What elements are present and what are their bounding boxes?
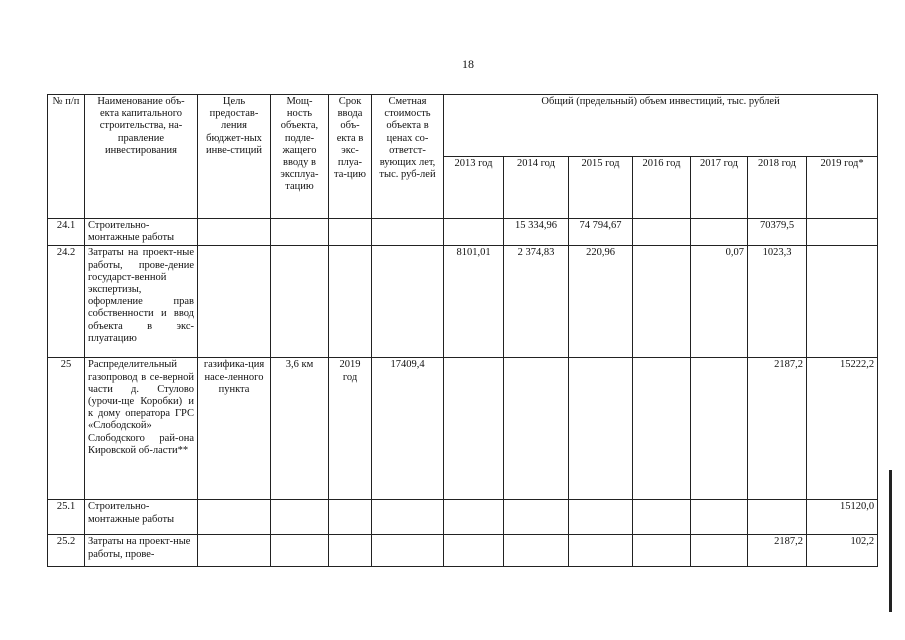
row-term: [329, 246, 372, 358]
row-y2013: 8101,01: [444, 246, 504, 358]
row-y2017: [691, 219, 748, 246]
header-year-2016: 2016 год: [633, 157, 691, 219]
row-y2016: [633, 500, 691, 535]
row-estimate: [372, 535, 444, 567]
row-y2019: 102,2: [807, 535, 878, 567]
row-num: 24.1: [48, 219, 85, 246]
row-term: [329, 535, 372, 567]
row-y2015: [569, 358, 633, 500]
row-y2017: [691, 358, 748, 500]
row-purpose: [198, 535, 271, 567]
row-term: [329, 219, 372, 246]
page-number: 18: [462, 57, 474, 71]
table-row: [48, 219, 878, 246]
row-y2018: 2187,2: [748, 535, 807, 567]
header-year-2019: 2019 год*: [807, 157, 878, 219]
row-num: 25: [48, 358, 85, 500]
row-purpose: [198, 500, 271, 535]
header-year-2017: 2017 год: [691, 157, 748, 219]
row-num: 25.2: [48, 535, 85, 567]
header-num: № п/п: [48, 95, 85, 219]
row-y2014: [504, 500, 569, 535]
row-num: 24.2: [48, 246, 85, 358]
row-y2014: 15 334,96: [504, 219, 569, 246]
header-capacity: Мощ-ность объекта, подле-жащего вводу в эксплуа-тацию: [271, 95, 329, 219]
row-y2019: 15120,0: [807, 500, 878, 535]
row-y2018: 1023,3: [748, 246, 807, 358]
header-name: Наименование объ-екта капитального строительства, на-правление инвестирования: [85, 95, 198, 219]
table-row: [48, 358, 878, 500]
header-purpose: Цель предостав-ления бюджет-ных инве-стиций: [198, 95, 271, 219]
row-purpose: газифика-ция насе-ленного пункта: [198, 358, 271, 500]
row-y2016: [633, 535, 691, 567]
row-name: Затраты на проект-ные работы, прове-: [85, 535, 198, 567]
row-y2013: [444, 219, 504, 246]
row-y2013: [444, 535, 504, 567]
row-term: 2019 год: [329, 358, 372, 500]
row-y2014: [504, 535, 569, 567]
investment-table: [47, 94, 878, 567]
row-num: 25.1: [48, 500, 85, 535]
row-y2019: [807, 219, 878, 246]
row-y2013: [444, 358, 504, 500]
row-purpose: [198, 246, 271, 358]
row-y2014: 2 374,83: [504, 246, 569, 358]
row-y2016: [633, 219, 691, 246]
row-capacity: [271, 500, 329, 535]
row-y2013: [444, 500, 504, 535]
row-estimate: 17409,4: [372, 358, 444, 500]
row-capacity: 3,6 км: [271, 358, 329, 500]
header-year-2015: 2015 год: [569, 157, 633, 219]
row-name: Затраты на проект-ные работы, прове-дение государст-венной экспертизы, оформление прав собственности и ввод объекта в экс-плуатацию: [85, 246, 198, 358]
row-y2019: 15222,2: [807, 358, 878, 500]
row-name: Распределительный газопровод в се-верной части д. Стулово (урочи-ще Коробки) и к дому оператора ГРС «Слободской» Слободского рай-она Кировской об-ласти**: [85, 358, 198, 500]
row-y2018: 70379,5: [748, 219, 807, 246]
row-name: Строительно-монтажные работы: [85, 500, 198, 535]
row-term: [329, 500, 372, 535]
row-capacity: [271, 535, 329, 567]
row-y2017: [691, 535, 748, 567]
row-y2017: [691, 500, 748, 535]
row-purpose: [198, 219, 271, 246]
row-y2015: 220,96: [569, 246, 633, 358]
table-row: [48, 246, 878, 358]
row-y2015: [569, 535, 633, 567]
row-y2014: [504, 358, 569, 500]
header-total-investment: Общий (предельный) объем инвестиций, тыс. рублей: [444, 95, 878, 157]
row-capacity: [271, 246, 329, 358]
row-y2018: 2187,2: [748, 358, 807, 500]
header-estimate: Сметная стоимость объекта в ценах со-ответст-вующих лет, тыс. руб-лей: [372, 95, 444, 219]
header-year-2013: 2013 год: [444, 157, 504, 219]
row-y2019: [807, 246, 878, 358]
header-year-2014: 2014 год: [504, 157, 569, 219]
table-row: [48, 535, 878, 567]
row-y2017: 0,07: [691, 246, 748, 358]
row-y2018: [748, 500, 807, 535]
row-capacity: [271, 219, 329, 246]
row-estimate: [372, 246, 444, 358]
row-estimate: [372, 219, 444, 246]
header-year-2018: 2018 год: [748, 157, 807, 219]
row-y2016: [633, 246, 691, 358]
header-term: Срок ввода объ-екта в экс-плуа-та-цию: [329, 95, 372, 219]
row-y2015: 74 794,67: [569, 219, 633, 246]
row-y2016: [633, 358, 691, 500]
scan-edge-mark: [889, 470, 892, 612]
row-estimate: [372, 500, 444, 535]
table-row: [48, 500, 878, 535]
row-y2015: [569, 500, 633, 535]
row-name: Строительно-монтажные работы: [85, 219, 198, 246]
